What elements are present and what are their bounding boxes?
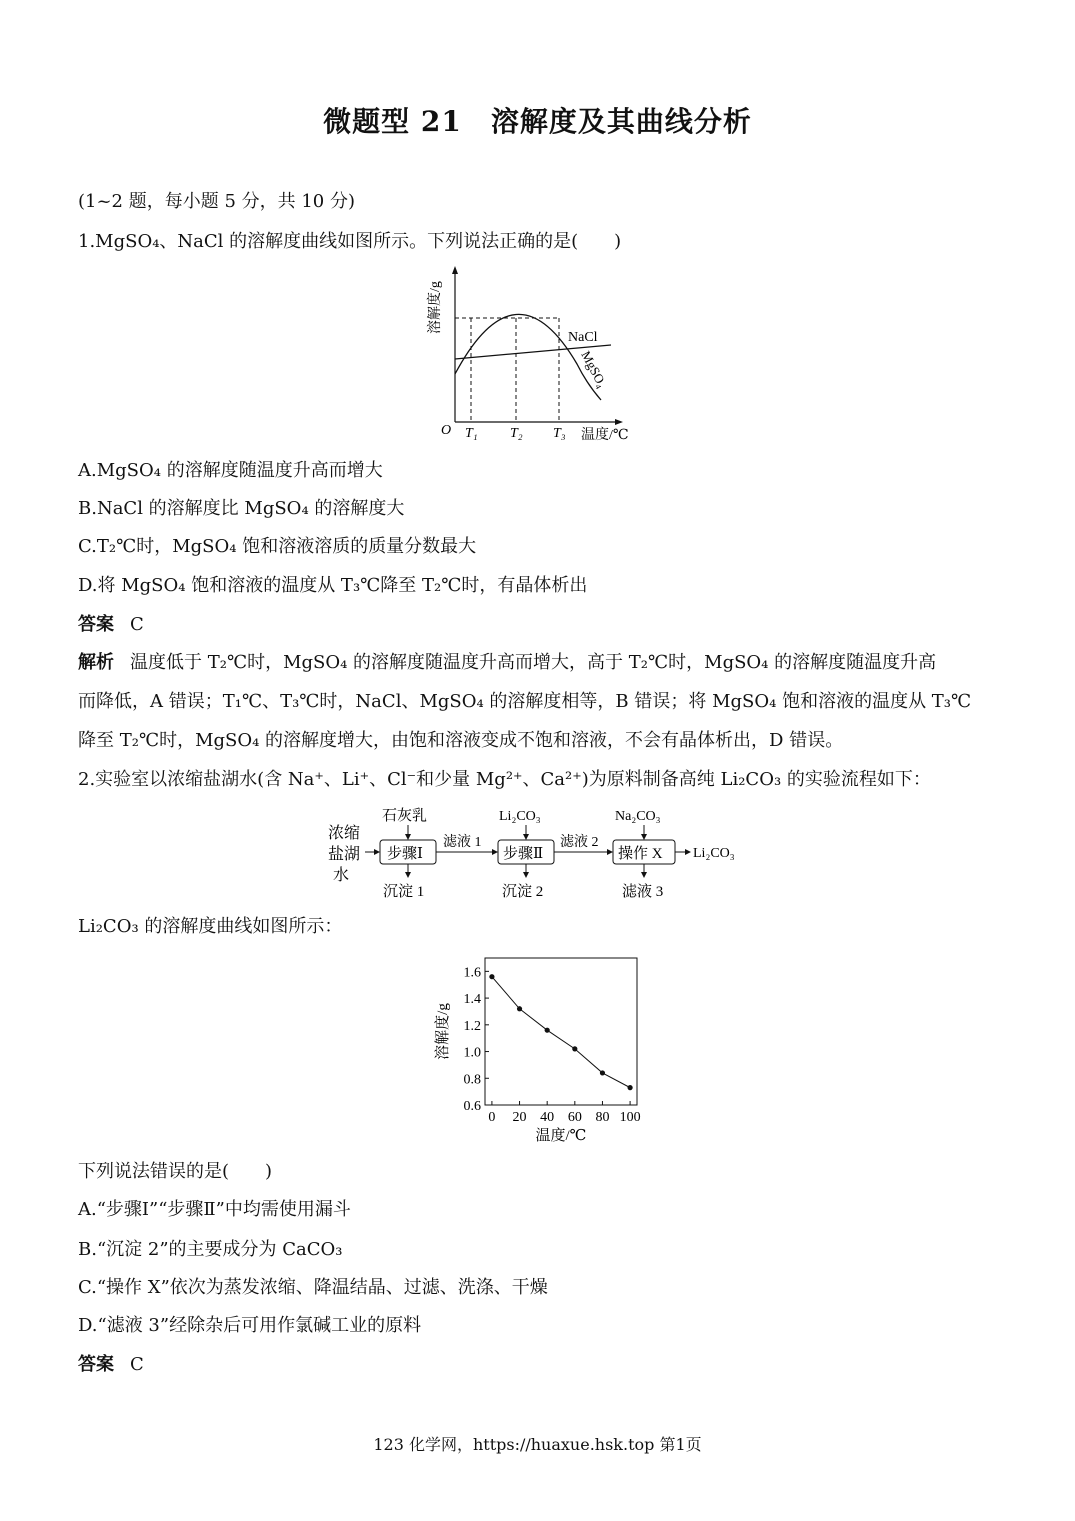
page-title: 微题型 21 溶解度及其曲线分析 <box>323 105 752 138</box>
mgso4-label: MgSO₄ <box>578 348 611 391</box>
x-tick-label: 60 <box>567 1110 582 1125</box>
analysis-label: 解析 <box>78 652 114 673</box>
step-1-label: 步骤Ⅰ <box>387 846 423 862</box>
q1-analysis-line-1 <box>78 651 936 675</box>
data-point <box>600 1070 605 1075</box>
y-axis-label: 溶解度/g <box>435 1003 451 1060</box>
origin-label: O <box>441 423 452 438</box>
q2-answer <box>78 1353 144 1377</box>
analysis-text-1: 温度低于 T₂℃时，MgSO₄ 的溶解度随温度升高而增大，高于 T₂℃时，MgSO₄ 的溶解度随温度升高 <box>130 652 937 673</box>
q1-solubility-diagram <box>425 262 655 448</box>
q1-option-a: A.MgSO₄ 的溶解度随温度升高而增大 <box>78 460 383 481</box>
q2-question: 下列说法错误的是( ) <box>78 1161 273 1182</box>
q1-option-d: D.将 MgSO₄ 饱和溶液的温度从 T₃℃降至 T₂℃时，有晶体析出 <box>78 575 588 596</box>
solubility-line <box>492 977 630 1088</box>
answer-value: C <box>130 1354 144 1375</box>
reagent-3: Na₂CO₃ <box>615 809 661 824</box>
source-line-3: 水 <box>333 867 350 884</box>
y-tick-label: 0.6 <box>463 1099 481 1114</box>
data-point <box>572 1046 577 1051</box>
step-2-label: 步骤Ⅱ <box>503 846 544 862</box>
filtrate-3: 滤液 3 <box>622 884 664 900</box>
score-note: (1~2 题，每小题 5 分，共 10 分) <box>78 191 355 212</box>
xlabel: 温度/℃ <box>581 428 629 443</box>
source-line-2: 盐湖 <box>328 846 361 863</box>
ylabel: 溶解度/g <box>428 281 443 334</box>
tick-t2: T₂ <box>510 426 523 441</box>
filtrate-2: 滤液 2 <box>560 835 599 850</box>
reagent-1: 石灰乳 <box>382 808 428 824</box>
tick-t3: T₃ <box>553 426 566 441</box>
x-tick-label: 80 <box>595 1110 610 1125</box>
x-axis-label: 温度/℃ <box>535 1128 587 1144</box>
data-point <box>517 1006 522 1011</box>
step-3-label: 操作 X <box>618 846 663 862</box>
x-tick-label: 40 <box>540 1110 555 1125</box>
x-axis-arrow <box>615 419 623 425</box>
q2-option-d: D.“滤液 3”经除杂后可用作氯碱工业的原料 <box>78 1315 422 1336</box>
answer-value: C <box>130 614 144 635</box>
nacl-label: NaCl <box>568 330 598 345</box>
y-tick-label: 1.2 <box>463 1018 481 1034</box>
data-point <box>627 1085 632 1090</box>
source-line-1: 浓缩 <box>328 825 361 842</box>
y-tick-label: 1.0 <box>463 1045 481 1061</box>
q2-process-flow <box>325 800 765 904</box>
data-point <box>545 1028 550 1033</box>
answer-label: 答案 <box>78 614 114 635</box>
x-tick-label: 100 <box>619 1110 641 1125</box>
reagent-2: Li₂CO₃ <box>499 809 541 824</box>
product: Li₂CO₃ <box>693 846 735 861</box>
page-footer: 123 化学网，https://huaxue.hsk.top 第1页 <box>373 1435 702 1454</box>
q2-option-c: C.“操作 X”依次为蒸发浓缩、降温结晶、过滤、洗涤、干燥 <box>78 1277 548 1298</box>
precipitate-2: 沉淀 2 <box>502 884 544 900</box>
x-tick-label: 20 <box>512 1110 527 1125</box>
precipitate-1: 沉淀 1 <box>383 884 425 900</box>
q1-analysis-line-2: 而降低，A 错误；T₁℃、T₃℃时，NaCl、MgSO₄ 的溶解度相等，B 错误；将 MgSO₄ 饱和溶液的温度从 T₃℃ <box>78 691 972 712</box>
filtrate-1: 滤液 1 <box>443 835 482 850</box>
data-point <box>489 974 494 979</box>
q1-option-c: C.T₂℃时，MgSO₄ 饱和溶液溶质的质量分数最大 <box>78 536 477 557</box>
q1-option-b: B.NaCl 的溶解度比 MgSO₄ 的溶解度大 <box>78 498 405 519</box>
q1-analysis-line-3: 降至 T₂℃时，MgSO₄ 的溶解度增大，由饱和溶液变成不饱和溶液，不会有晶体析出，D 错误。 <box>78 730 844 751</box>
y-tick-label: 1.6 <box>463 965 481 981</box>
plot-frame <box>485 958 637 1105</box>
x-tick-label: 0 <box>488 1110 496 1125</box>
q2-option-b: B.“沉淀 2”的主要成分为 CaCO₃ <box>78 1239 343 1260</box>
q2-chart-caption: Li₂CO₃ 的溶解度曲线如图所示： <box>78 916 343 937</box>
q2-option-a: A.“步骤Ⅰ”“步骤Ⅱ”中均需使用漏斗 <box>78 1199 351 1220</box>
answer-label: 答案 <box>78 1354 114 1375</box>
y-tick-label: 0.8 <box>463 1072 481 1088</box>
q1-answer <box>78 613 144 637</box>
tick-t1: T₁ <box>465 426 478 441</box>
q2-stem: 2.实验室以浓缩盐湖水(含 Na⁺、Li⁺、Cl⁻和少量 Mg²⁺、Ca²⁺)为原料制备高纯 Li₂CO₃ 的实验流程如下： <box>78 769 931 790</box>
y-axis-arrow <box>452 266 458 274</box>
y-tick-label: 1.4 <box>463 992 481 1008</box>
q1-stem: 1.MgSO₄、NaCl 的溶解度曲线如图所示。下列说法正确的是( ) <box>78 231 622 252</box>
li2co3-solubility-chart <box>425 952 655 1152</box>
